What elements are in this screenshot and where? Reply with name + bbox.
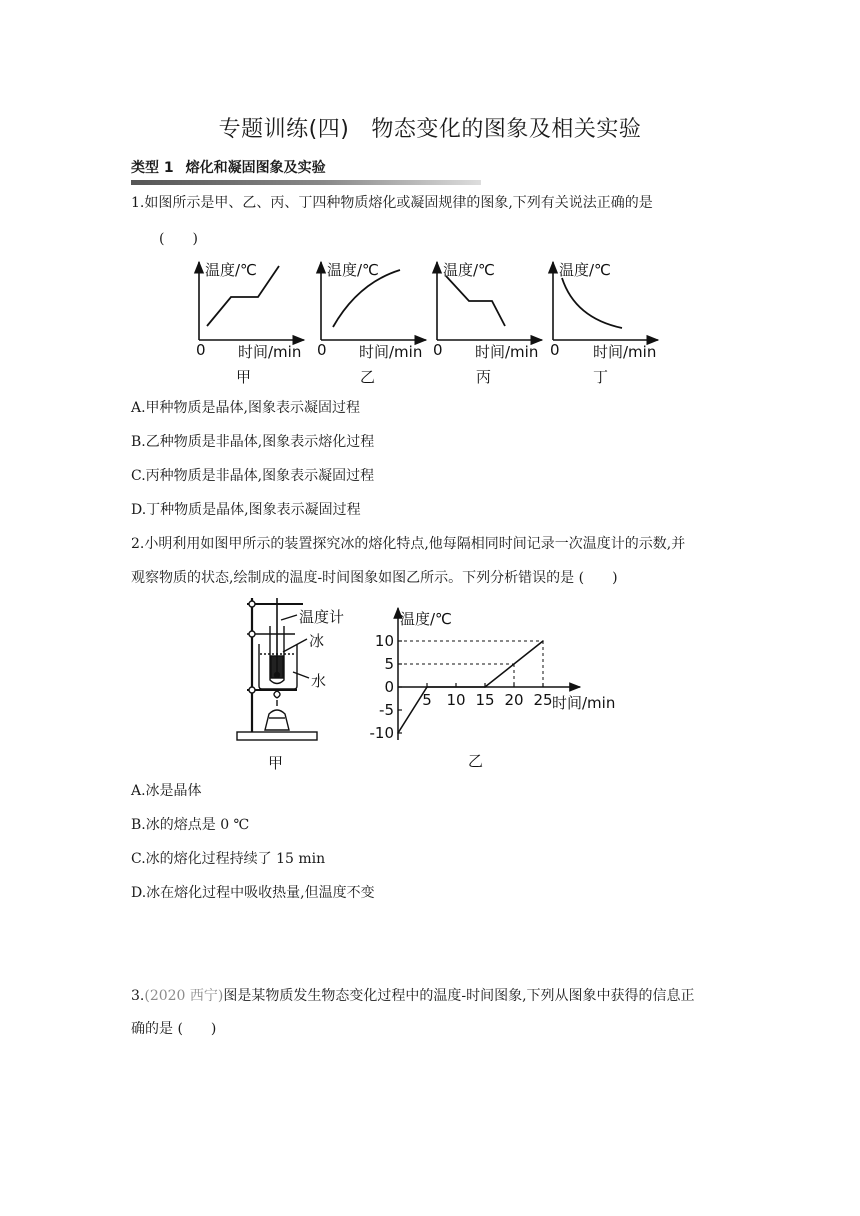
x-tick-label-5: 5: [422, 691, 432, 709]
graph-bing: [433, 261, 542, 386]
graph-ding-curve: [562, 278, 622, 328]
q2-stem-text: 观察物质的状态,绘制成的温度-时间图象如图乙所示。下列分析错误的是: [131, 570, 575, 586]
graph-jia-ylabel: 温度/℃: [205, 261, 257, 279]
chart-caption: 乙: [468, 752, 484, 770]
q2-answer-paren: ( ): [578, 570, 618, 586]
clamp-knob-middle: [249, 631, 255, 637]
y-tick-label-5: 5: [384, 655, 394, 673]
graph-jia-caption: 甲: [236, 368, 252, 386]
graph-bing-origin: 0: [433, 341, 443, 359]
graph-yi-origin: 0: [317, 341, 327, 359]
thermometer-bulb: [275, 673, 280, 678]
leader-water: [293, 672, 309, 678]
graph-ding: [550, 261, 658, 386]
q1-stem: 1.如图所示是甲、乙、丙、丁四种物质熔化或凝固规律的图象,下列有关说法正确的是: [131, 195, 653, 211]
graph-bing-xlabel: 时间/min: [475, 343, 539, 361]
clamp-knob-top: [249, 601, 255, 607]
label-ice: 冰: [309, 632, 325, 650]
graph-ding-ylabel: 温度/℃: [559, 261, 611, 279]
q3-source: (2020 西宁): [144, 988, 224, 1004]
q2-stem-line2: [131, 568, 618, 588]
series-point-0-1: [426, 686, 428, 688]
leader-ice: [283, 639, 307, 652]
q2-option-a: A.冰是晶体: [131, 783, 202, 799]
graph-yi-caption: 乙: [360, 368, 376, 386]
y-tick-label-10: 10: [374, 632, 394, 650]
stand-base: [237, 732, 317, 740]
series-point-0-0: [397, 732, 399, 734]
graph-ding-origin: 0: [550, 341, 560, 359]
x-tick-label-25: 25: [533, 691, 553, 709]
q1-option-d: D.丁种物质是晶体,图象表示凝固过程: [131, 502, 361, 518]
q3-answer-paren: ( ): [177, 1021, 217, 1037]
title-sub: 物态变化的图象及相关实验: [371, 117, 642, 142]
q1-option-c: C.丙种物质是非晶体,图象表示凝固过程: [131, 468, 375, 484]
q1-option-a: A.甲种物质是晶体,图象表示凝固过程: [131, 400, 361, 416]
leader-thermometer: [281, 615, 297, 620]
x-tick-label-15: 15: [475, 691, 495, 709]
y-tick-label--5: -5: [379, 701, 394, 719]
y-tick-label-0: 0: [384, 678, 394, 696]
q1-answer-paren: ( ): [159, 231, 198, 247]
section-name: 熔化和凝固图象及实验: [185, 160, 326, 176]
q2-option-b: B.冰的熔点是 0 ℃: [131, 817, 250, 833]
q1-figure: [0, 0, 860, 400]
ring-knob: [249, 687, 255, 693]
title-main: 专题训练(四): [218, 117, 350, 142]
q3-stem-line2: [131, 1019, 216, 1039]
alcohol-lamp: [265, 710, 289, 730]
label-water: 水: [311, 672, 327, 690]
graph-yi: [317, 261, 426, 386]
graph-ding-caption: 丁: [593, 368, 609, 386]
q3-text-2: 确的是: [131, 1021, 173, 1037]
chart-ylabel: 温度/℃: [400, 610, 452, 628]
graph-jia-origin: 0: [196, 341, 206, 359]
graph-bing-ylabel: 温度/℃: [443, 261, 495, 279]
graph-ding-xlabel: 时间/min: [593, 343, 657, 361]
chart-xlabel: 时间/min: [552, 694, 616, 712]
graph-bing-caption: 丙: [476, 368, 492, 386]
q3-text: 图是某物质发生物态变化过程中的温度-时间图象,下列从图象中获得的信息正: [223, 988, 695, 1004]
apparatus-figure: [225, 590, 365, 775]
apparatus-caption: 甲: [268, 754, 284, 772]
q2-option-d: D.冰在熔化过程中吸收热量,但温度不变: [131, 885, 375, 901]
graph-jia-xlabel: 时间/min: [238, 343, 302, 361]
x-tick-label-10: 10: [446, 691, 466, 709]
graph-yi-ylabel: 温度/℃: [327, 261, 379, 279]
graph-bing-curve: [446, 276, 505, 326]
graph-yi-xlabel: 时间/min: [359, 343, 423, 361]
q2-option-c: C.冰的熔化过程持续了 15 min: [131, 851, 326, 867]
label-thermometer: 温度计: [299, 608, 345, 626]
x-tick-label-20: 20: [504, 691, 524, 709]
section-type: 类型 1: [131, 160, 174, 176]
lamp-flame: [274, 691, 280, 698]
q3-number: 3.: [131, 988, 145, 1004]
graph-jia: [196, 261, 304, 386]
q3-stem-line1: [131, 986, 695, 1006]
q2-stem-line1: 2.小明利用如图甲所示的装置探究冰的熔化特点,他每隔相同时间记录一次温度计的示数,并: [131, 536, 686, 552]
y-tick-label--10: -10: [369, 724, 394, 742]
q1-option-b: B.乙种物质是非晶体,图象表示熔化过程: [131, 434, 375, 450]
ice-melting-chart: [360, 600, 640, 780]
series-point-0-2: [484, 686, 486, 688]
series-point-0-3: [542, 640, 544, 642]
